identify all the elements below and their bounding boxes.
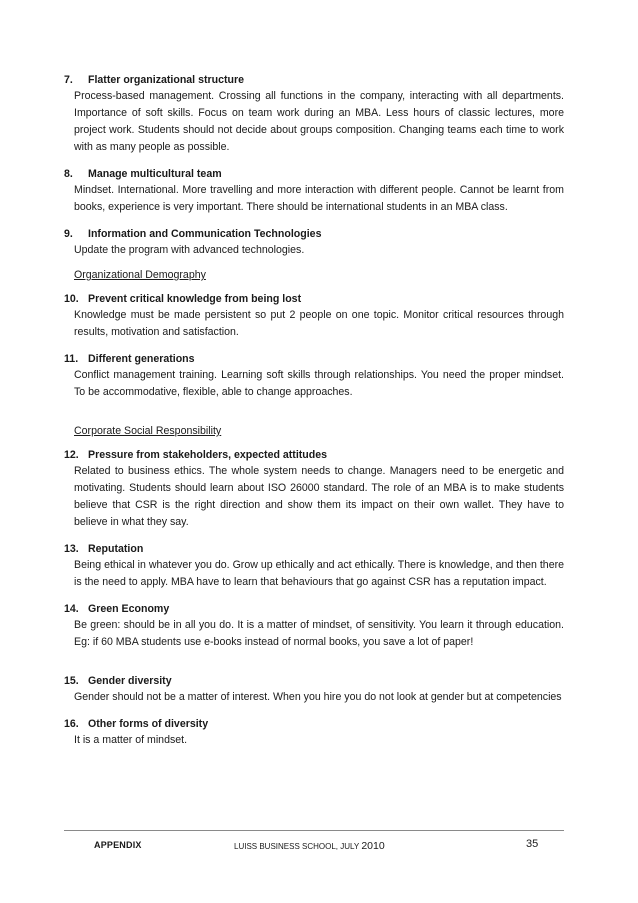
section-number: 9. <box>64 228 73 240</box>
section-heading <box>64 226 564 242</box>
section-text: Knowledge must be made persistent so put 2 people on one topic. Monitor critical resources through results, motivation and satisfaction. <box>74 309 564 338</box>
section-title: Information and Communication Technologies <box>88 228 322 240</box>
page-number: 35 <box>526 838 539 850</box>
subtitle-organizational-demography: Organizational Demography <box>74 269 206 281</box>
section-title: Gender diversity <box>88 675 172 687</box>
section-title: Pressure from stakeholders, expected attitudes <box>88 449 328 461</box>
footer-school-label: LUISS BUSINESS SCHOOL, JULY <box>234 842 360 851</box>
subtitle-corporate-social-responsibility: Corporate Social Responsibility <box>74 425 222 437</box>
section-text: Mindset. International. More travelling and more interaction with different people. Cannot be learnt from books, experience is very important. There should be international students in an MBA class. <box>74 184 564 213</box>
footer-school-date <box>234 840 385 852</box>
page-footer <box>64 830 564 857</box>
section-heading <box>64 716 564 732</box>
section-text: Conflict management training. Learning soft skills through relationships. You need the proper mindset. To be accommodative, flexible, able to change approaches. <box>74 369 564 398</box>
footer-appendix-label: APPENDIX <box>94 840 142 850</box>
section-7 <box>64 72 564 156</box>
section-title: Different generations <box>88 353 195 365</box>
section-title: Reputation <box>88 543 144 555</box>
section-15 <box>64 673 564 706</box>
section-number: 11. <box>64 353 79 365</box>
section-number: 12. <box>64 449 79 461</box>
section-heading <box>64 673 564 689</box>
section-text: Being ethical in whatever you do. Grow up ethically and act ethically. There is knowledge, and then there is the need to apply. MBA have to learn that behaviours that go against CSR has a reputation impact. <box>74 559 564 588</box>
section-9 <box>64 226 564 259</box>
section-text: Gender should not be a matter of interest. When you hire you do not look at gender but at competencies <box>74 691 562 703</box>
section-heading <box>64 601 564 617</box>
section-14 <box>64 601 564 651</box>
section-heading <box>64 72 564 88</box>
section-number: 8. <box>64 168 73 180</box>
section-number: 14. <box>64 603 79 615</box>
section-heading <box>64 291 564 307</box>
section-text: Update the program with advanced technologies. <box>74 244 305 256</box>
page-content <box>64 72 564 749</box>
section-heading <box>64 351 564 367</box>
section-10 <box>64 291 564 341</box>
section-11 <box>64 351 564 401</box>
section-heading <box>64 166 564 182</box>
section-number: 16. <box>64 718 79 730</box>
section-text: Be green: should be in all you do. It is a matter of mindset, of sensitivity. You learn it through education. Eg: if 60 MBA students use e-books instead of normal books, you save a lot of paper! <box>74 619 564 648</box>
section-heading <box>64 541 564 557</box>
section-text: It is a matter of mindset. <box>74 734 188 746</box>
section-13 <box>64 541 564 591</box>
section-12 <box>64 447 564 531</box>
section-number: 7. <box>64 74 73 86</box>
section-title: Other forms of diversity <box>88 718 209 730</box>
section-number: 10. <box>64 293 79 305</box>
section-16 <box>64 716 564 749</box>
section-heading <box>64 447 564 463</box>
section-title: Flatter organizational structure <box>88 74 244 86</box>
section-8 <box>64 166 564 216</box>
section-title: Manage multicultural team <box>88 168 222 180</box>
section-title: Prevent critical knowledge from being lost <box>88 293 302 305</box>
section-number: 13. <box>64 543 79 555</box>
section-text: Related to business ethics. The whole system needs to change. Managers need to be energetic and motivating. Students should learn about ISO 26000 standard. The role of an MBA is to make students believe that CSR is the right direction and show them its impact on their own wallet. They have to believe in what they say. <box>74 465 564 528</box>
section-number: 15. <box>64 675 79 687</box>
section-title: Green Economy <box>88 603 170 615</box>
section-text: Process-based management. Crossing all functions in the company, interacting with all departments. Importance of soft skills. Focus on team work during an MBA. Less hours of classic lectures, more project work. Students should not decide about groups composition. Changing teams each time to work with as many people as possible. <box>74 90 564 153</box>
footer-year: 2010 <box>361 840 385 852</box>
